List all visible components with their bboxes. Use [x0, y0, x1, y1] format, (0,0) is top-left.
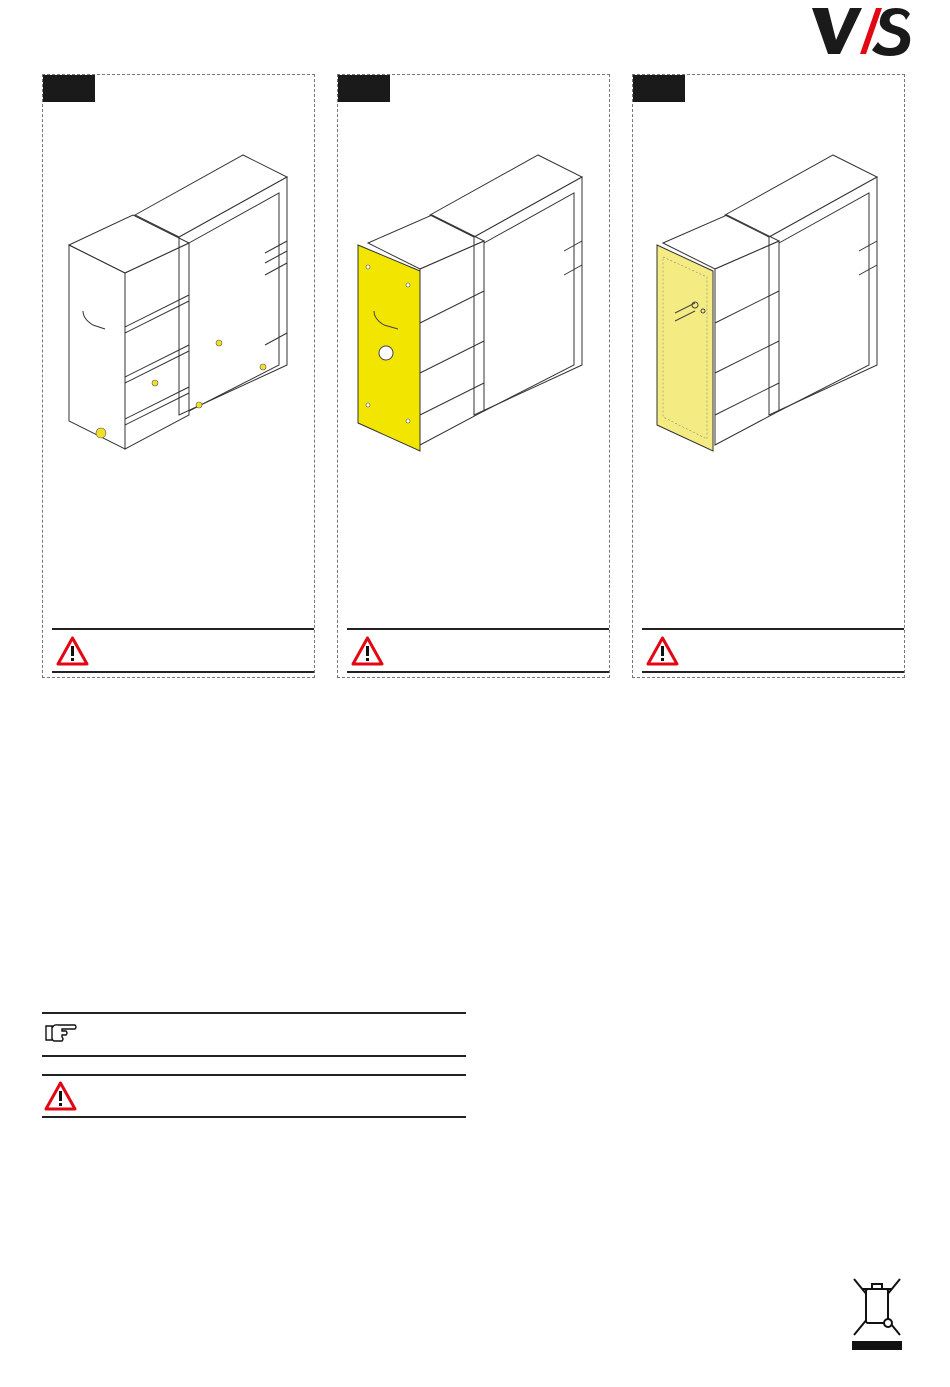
step-number-tab [43, 75, 95, 102]
warning-triangle-icon [56, 636, 89, 666]
step-panel-3 [632, 74, 905, 678]
warning-triangle-icon [646, 636, 679, 666]
hint-note [42, 1012, 466, 1057]
step-panel-2 [337, 74, 610, 678]
pointing-hand-icon [44, 1020, 78, 1044]
warning-note [347, 628, 609, 673]
warning-note [642, 628, 904, 673]
warning-note-bottom [42, 1074, 466, 1118]
warning-triangle-icon [44, 1081, 77, 1111]
warning-note [52, 628, 314, 673]
step-number-tab [633, 75, 685, 102]
vs-logo [810, 4, 914, 58]
cabinet-handle-mounting-illustration [633, 115, 906, 555]
crossed-out-bin-icon [850, 1275, 904, 1353]
step-panel-1 [42, 74, 315, 678]
cabinet-front-panel-illustration [338, 115, 611, 555]
cabinet-assembly-illustration [43, 115, 316, 555]
warning-triangle-icon [351, 636, 384, 666]
step-number-tab [338, 75, 390, 102]
